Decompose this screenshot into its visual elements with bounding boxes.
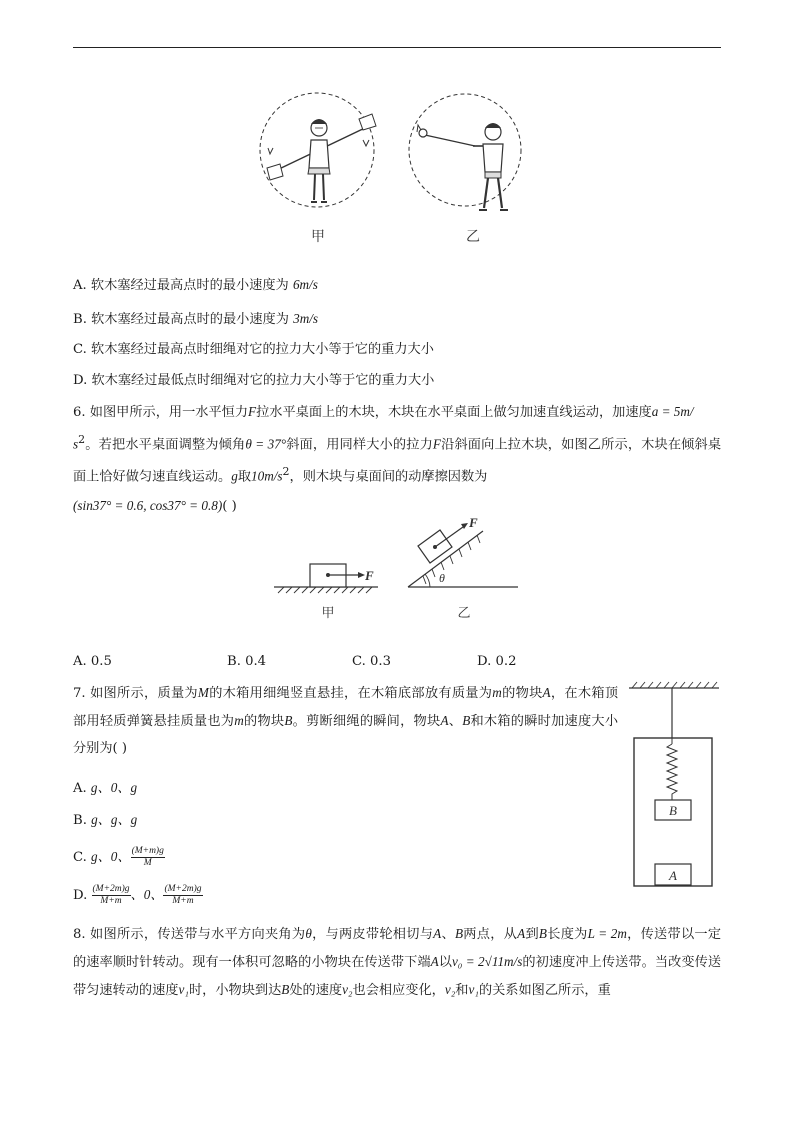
q6-option-a: A. 0.5: [73, 654, 112, 669]
circular-motion-figure: [255, 88, 530, 248]
q6-option-c: C. 0.3: [352, 654, 391, 669]
q6-fig-theta: θ: [439, 571, 445, 585]
q5-option-c: C. 软木塞经过最高点时细绳对它的拉力大小等于它的重力大小: [73, 342, 434, 357]
q7-option-c-fraction: $\frac{(M+m)g}{M}$: [131, 846, 164, 868]
q7-option-d-fraction-2: $\frac{(M+2m)g}{M+m}$: [164, 884, 202, 906]
left-cork-top: [359, 114, 376, 130]
right-rope: [425, 135, 475, 146]
q7-option-d-fraction-1: $\frac{(M+2m)g}{M+m}$: [92, 884, 130, 906]
q7-stem: 7. 如图所示，质量为M的木箱用细绳竖直悬挂，在木箱底部放有质量为m的物块A，在木箱顶部用轻质弹簧悬挂质量也为m的物块B。剪断细绳的瞬间，物块A、B和木箱的瞬时加速度大小分别为( ): [73, 685, 619, 756]
q7-figure: [624, 680, 724, 890]
q7-fig-B: B: [669, 803, 677, 818]
header-rule: [73, 47, 721, 48]
right-dashed-circle: [409, 94, 521, 206]
fig-label-yi: 乙: [466, 230, 480, 245]
q5-option-b: B. 软木塞经过最高点时的最小速度为 3m/s: [73, 311, 319, 327]
q5-option-a: A. 软木塞经过最高点时的最小速度为 6m/s: [73, 277, 318, 293]
q6-fig-F-left: F: [365, 568, 374, 583]
q6-fig-label-jia: 甲: [321, 605, 335, 620]
q6-trig-line: (sin37° = 0.6, cos37° = 0.8)( ): [73, 498, 237, 514]
q7-option-c: C. g、0、 $\frac{(M+m)g}{M}$: [73, 846, 164, 868]
q7-option-a: A. g、0、g: [73, 780, 138, 796]
q6-figure: [268, 515, 523, 625]
q6-fig-F-right: F: [469, 515, 478, 530]
q7-option-d: D. $\frac{(M+2m)g}{M+m}$ 、0、 $\frac{(M+2m)g}{M+m}$: [73, 884, 202, 906]
left-cork-bottom: [267, 164, 283, 180]
q7-fig-A: A: [669, 868, 677, 883]
right-cork: [419, 129, 427, 137]
fig-label-jia: 甲: [311, 230, 325, 245]
q6-fig-label-yi: 乙: [457, 605, 471, 620]
q6-option-b: B. 0.4: [227, 654, 267, 669]
q8-stem: 8. 如图所示，传送带与水平方向夹角为θ，与两皮带轮相切与A、B两点，从A到B长度为L = 2m，传送带以一定的速率顺时针转动。现有一体积可忽略的小物块在传送带下端A以v₀ = 2√11m/s的初速度冲上传送带。当改变传送带匀速转动的速度v₁时，小物块到达B处的速度v₂也会相应变化，v₂和v₁的关系如图乙所示，重: [73, 926, 722, 998]
q7-option-b: B. g、g、g: [73, 812, 138, 828]
q6-stem: 6. 如图甲所示，用一水平恒力F拉水平桌面上的木块，木块在水平桌面上做匀加速直线运动，加速度a = 5m/ $s^2$。若把水平桌面调整为倾角θ = 37°斜面，用同样大小的拉力F沿斜面向上拉木块，如图乙所示，木块在倾斜桌面上恰好做匀速直线运动。g取$10m/s^2$，则木块与桌面间的动摩擦因数为: [73, 404, 722, 485]
q6-option-d: D. 0.2: [477, 654, 517, 669]
q5-option-d: D. 软木塞经过最低点时细绳对它的拉力大小等于它的重力大小: [73, 373, 435, 388]
